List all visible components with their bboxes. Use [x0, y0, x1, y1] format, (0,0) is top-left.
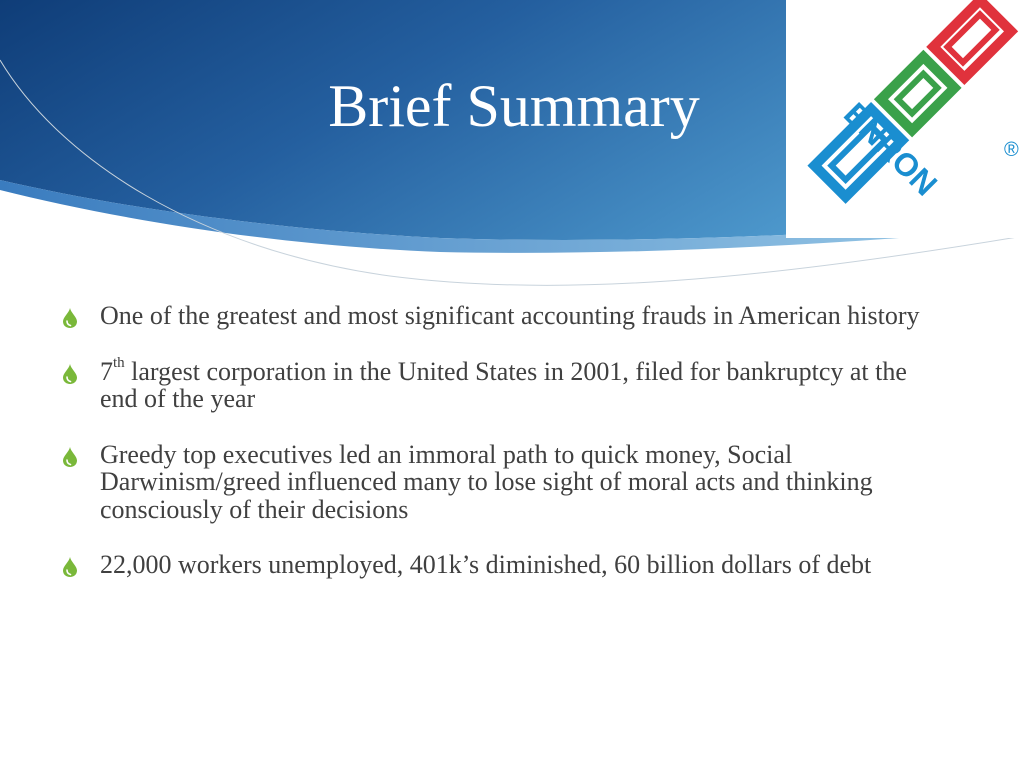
- registered-mark: ®: [1004, 139, 1019, 161]
- bullet-text: One of the greatest and most significant accounting frauds in American history: [100, 301, 920, 330]
- droplet-icon: [62, 307, 78, 329]
- bullet-text: 22,000 workers unemployed, 401k’s diminished, 60 billion dollars of debt: [100, 550, 872, 579]
- bullet-item: [62, 302, 922, 330]
- ordinal-number: 7: [100, 356, 113, 386]
- logo-wordmark: ENRON: [837, 95, 945, 203]
- droplet-icon: [62, 556, 78, 578]
- bullet-item: [62, 441, 922, 524]
- bullet-item: [62, 551, 922, 579]
- bullet-text: Greedy top executives led an immoral path to quick money, Social Darwinism/greed influenced many to lose sight of moral acts and thinking consciously of their decisions: [100, 439, 873, 524]
- bullet-item: [62, 354, 922, 413]
- bullet-text: [100, 354, 907, 414]
- bullet-text-rest: largest corporation in the United States in 2001, filed for bankruptcy at the end of the year: [100, 356, 907, 413]
- bullet-list: [62, 302, 922, 607]
- slide-title: Brief Summary: [328, 73, 700, 139]
- ordinal-suffix: th: [113, 354, 125, 371]
- droplet-icon: [62, 446, 78, 468]
- enron-logo: [786, 0, 1024, 238]
- droplet-icon: [62, 363, 78, 385]
